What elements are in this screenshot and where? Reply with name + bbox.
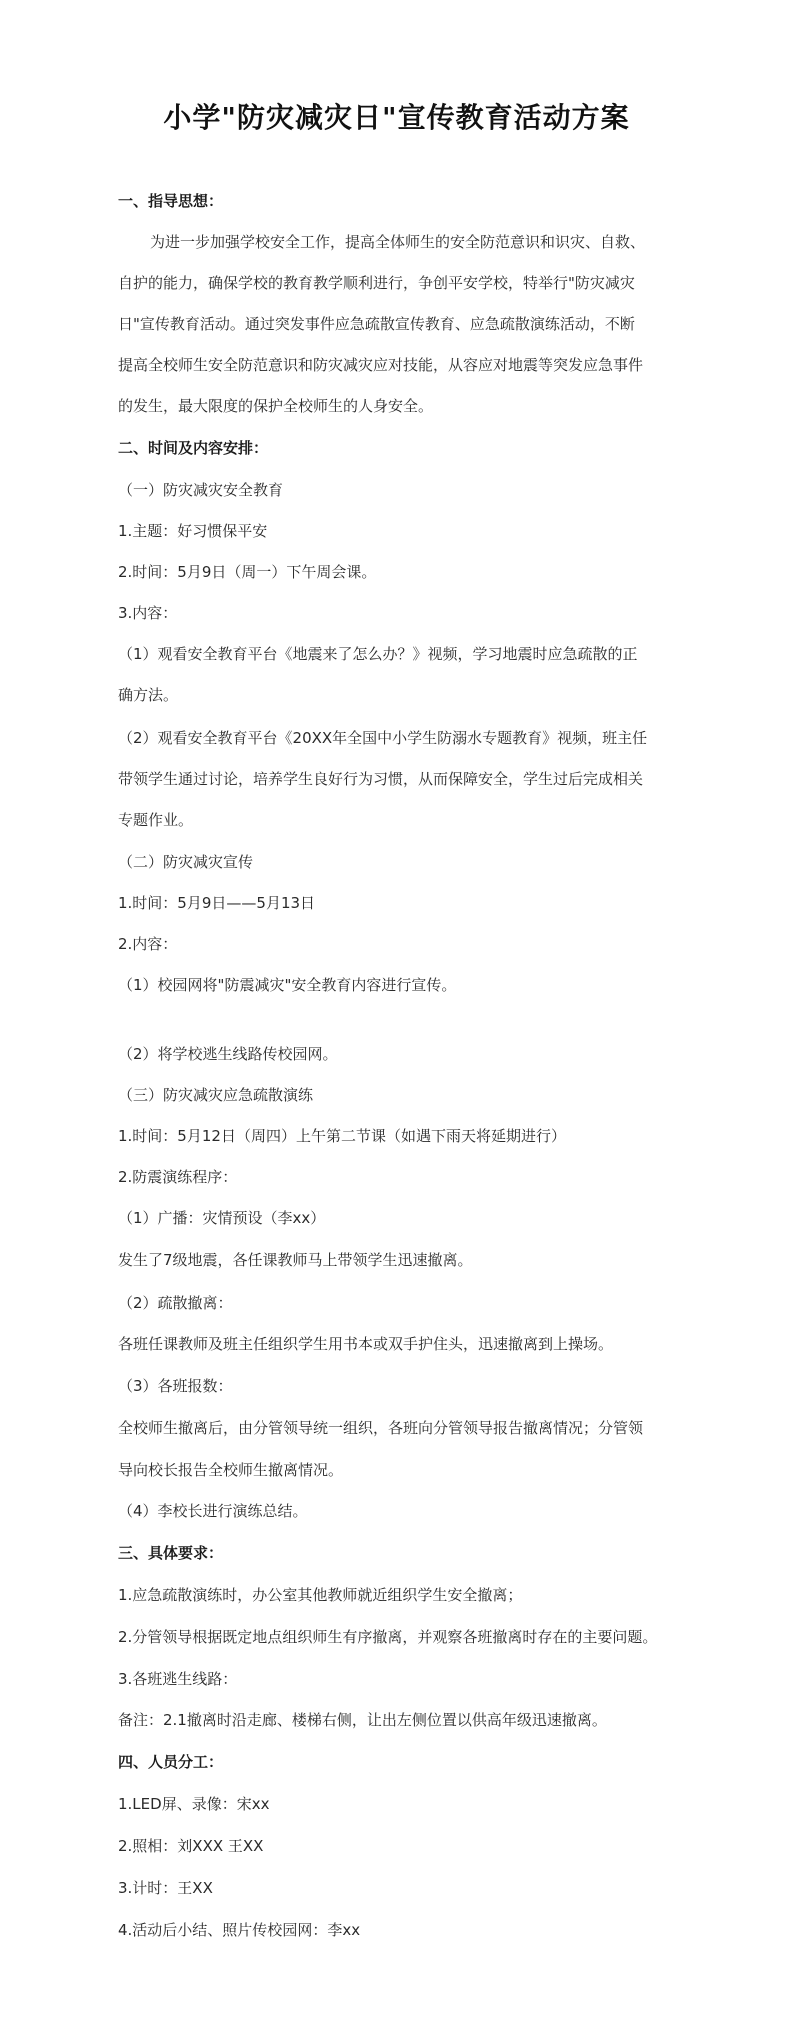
- list-item: （2）将学校逃生线路传校园网。: [118, 1045, 338, 1063]
- list-item: 全校师生撤离后，由分管领导统一组织，各班向分管领导报告撤离情况；分管领: [118, 1419, 644, 1437]
- section-heading-schedule: 二、时间及内容安排：: [118, 439, 269, 457]
- list-item: 3.各班逃生线路：: [118, 1670, 238, 1688]
- list-item: 1.LED屏、录像：宋xx: [118, 1795, 270, 1813]
- list-item: 1.应急疏散演练时，办公室其他教师就近组织学生安全撤离；: [118, 1586, 523, 1604]
- list-item: 带领学生通过讨论，培养学生良好行为习惯，从而保障安全，学生过后完成相关: [118, 770, 644, 788]
- list-item: （1）观看安全教育平台《地震来了怎么办？》视频，学习地震时应急疏散的正: [118, 645, 638, 663]
- list-item: （1）校园网将"防震减灾"安全教育内容进行宣传。: [118, 976, 457, 994]
- list-item: 2.照相：刘XXX 王XX: [118, 1837, 264, 1855]
- page-title: 小学"防灾减灾日"宣传教育活动方案: [163, 101, 630, 134]
- list-item: 备注：2.1撤离时沿走廊、楼梯右侧，让出左侧位置以供高年级迅速撤离。: [118, 1711, 607, 1729]
- list-item: 2.内容：: [118, 935, 178, 953]
- list-item: 3.计时：王XX: [118, 1879, 213, 1897]
- subsection-heading: （一）防灾减灾安全教育: [118, 481, 284, 499]
- list-item: （2）观看安全教育平台《20XX年全国中小学生防溺水专题教育》视频，班主任: [118, 729, 648, 747]
- list-item: 确方法。: [118, 686, 179, 704]
- paragraph-line: 提高全校师生安全防范意识和防灾减灾应对技能，从容应对地震等突发应急事件: [118, 356, 644, 374]
- paragraph-line: 的发生，最大限度的保护全校师生的人身安全。: [118, 397, 434, 415]
- list-item: （1）广播：灾情预设（李xx）: [118, 1209, 326, 1227]
- list-item: （2）疏散撤离：: [118, 1294, 233, 1312]
- paragraph-line: 自护的能力，确保学校的教育教学顺利进行，争创平安学校，特举行"防灾减灾: [118, 274, 635, 292]
- list-item: 1.主题：好习惯保平安: [118, 522, 268, 540]
- list-item: 3.内容：: [118, 604, 178, 622]
- subsection-heading: （二）防灾减灾宣传: [118, 853, 254, 871]
- list-item: 1.时间：5月12日（周四）上午第二节课（如遇下雨天将延期进行）: [118, 1127, 566, 1145]
- list-item: 导向校长报告全校师生撤离情况。: [118, 1461, 344, 1479]
- list-item: 2.分管领导根据既定地点组织师生有序撤离，并观察各班撤离时存在的主要问题。: [118, 1628, 658, 1646]
- list-item: 4.活动后小结、照片传校园网：李xx: [118, 1921, 361, 1939]
- list-item: （4）李校长进行演练总结。: [118, 1502, 308, 1520]
- list-item: 1.时间：5月9日——5月13日: [118, 894, 316, 912]
- section-heading-requirements: 三、具体要求：: [118, 1544, 224, 1562]
- list-item: （3）各班报数：: [118, 1377, 233, 1395]
- section-heading-staffing: 四、人员分工：: [118, 1753, 224, 1771]
- list-item: 发生了7级地震，各任课教师马上带领学生迅速撤离。: [118, 1251, 473, 1269]
- paragraph-line: 为进一步加强学校安全工作，提高全体师生的安全防范意识和识灾、自救、: [150, 233, 646, 251]
- section-heading-guiding-ideology: 一、指导思想：: [118, 192, 224, 210]
- list-item: 2.时间：5月9日（周一）下午周会课。: [118, 563, 377, 581]
- list-item: 专题作业。: [118, 811, 194, 829]
- subsection-heading: （三）防灾减灾应急疏散演练: [118, 1086, 314, 1104]
- paragraph-line: 日"宣传教育活动。通过突发事件应急疏散宣传教育、应急疏散演练活动，不断: [118, 315, 635, 333]
- list-item: 各班任课教师及班主任组织学生用书本或双手护住头，迅速撤离到上操场。: [118, 1335, 614, 1353]
- list-item: 2.防震演练程序：: [118, 1168, 238, 1186]
